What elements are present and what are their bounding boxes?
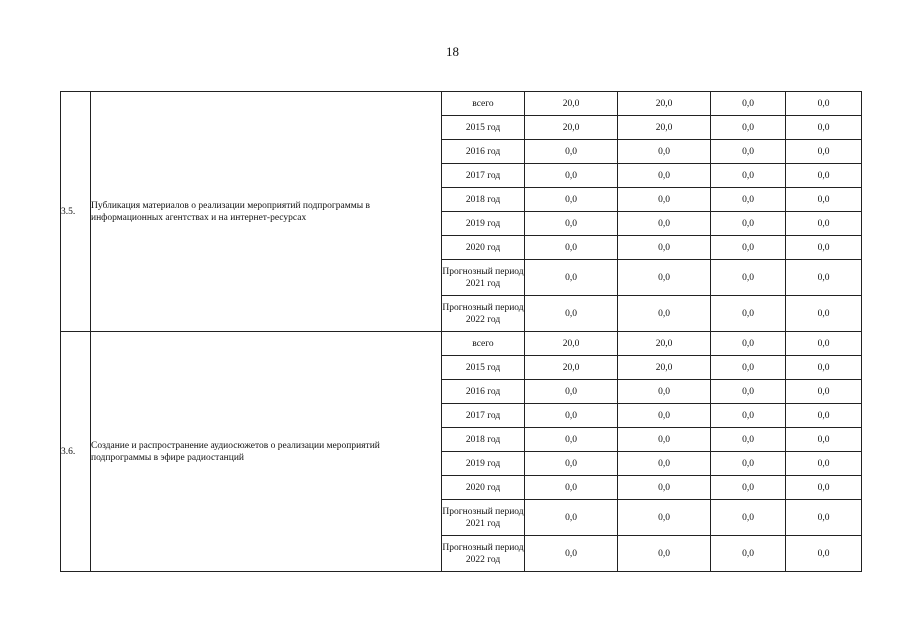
period-cell: 2019 год	[442, 452, 525, 476]
value-cell: 0,0	[711, 236, 786, 260]
value-cell: 0,0	[618, 476, 711, 500]
value-cell: 0,0	[711, 380, 786, 404]
value-cell: 0,0	[711, 92, 786, 116]
value-cell: 0,0	[525, 188, 618, 212]
value-cell: 0,0	[618, 140, 711, 164]
value-cell: 0,0	[711, 296, 786, 332]
value-cell: 0,0	[711, 332, 786, 356]
value-cell: 0,0	[786, 428, 862, 452]
value-cell: 0,0	[618, 164, 711, 188]
period-cell: 2015 год	[442, 116, 525, 140]
period-cell: 2018 год	[442, 188, 525, 212]
value-cell: 0,0	[711, 356, 786, 380]
value-cell: 0,0	[525, 236, 618, 260]
section-number: 3.5.	[61, 92, 91, 332]
value-cell: 0,0	[525, 380, 618, 404]
period-cell: 2016 год	[442, 380, 525, 404]
value-cell: 0,0	[711, 536, 786, 572]
value-cell: 0,0	[786, 212, 862, 236]
period-cell: 2019 год	[442, 212, 525, 236]
value-cell: 0,0	[525, 428, 618, 452]
section-name: Создание и распространение аудиосюжетов о реализации мероприятий подпрограммы в эфире радиостанций	[91, 332, 442, 572]
value-cell: 0,0	[711, 500, 786, 536]
value-cell: 20,0	[618, 92, 711, 116]
value-cell: 0,0	[618, 212, 711, 236]
value-cell: 0,0	[618, 428, 711, 452]
budget-table	[60, 91, 862, 572]
value-cell: 0,0	[711, 164, 786, 188]
value-cell: 0,0	[786, 140, 862, 164]
value-cell: 0,0	[786, 452, 862, 476]
page-number: 18	[446, 44, 459, 59]
value-cell: 20,0	[525, 92, 618, 116]
value-cell: 0,0	[786, 236, 862, 260]
period-cell: 2017 год	[442, 164, 525, 188]
period-cell: 2020 год	[442, 476, 525, 500]
period-cell: 2017 год	[442, 404, 525, 428]
value-cell: 0,0	[711, 260, 786, 296]
value-cell: 0,0	[618, 236, 711, 260]
value-cell: 0,0	[711, 404, 786, 428]
value-cell: 0,0	[786, 296, 862, 332]
section-number: 3.6.	[61, 332, 91, 572]
table-row	[61, 92, 862, 116]
value-cell: 0,0	[525, 260, 618, 296]
value-cell: 0,0	[618, 404, 711, 428]
value-cell: 0,0	[711, 140, 786, 164]
period-cell: 2018 год	[442, 428, 525, 452]
value-cell: 0,0	[711, 188, 786, 212]
value-cell: 0,0	[711, 428, 786, 452]
table-row	[61, 332, 862, 356]
period-cell: Прогнозный период 2022 год	[442, 296, 525, 332]
value-cell: 0,0	[786, 260, 862, 296]
value-cell: 0,0	[525, 164, 618, 188]
period-cell: Прогнозный период 2021 год	[442, 500, 525, 536]
value-cell: 0,0	[618, 536, 711, 572]
value-cell: 20,0	[618, 356, 711, 380]
period-cell: Прогнозный период 2021 год	[442, 260, 525, 296]
value-cell: 0,0	[786, 356, 862, 380]
value-cell: 0,0	[786, 536, 862, 572]
value-cell: 0,0	[786, 188, 862, 212]
value-cell: 0,0	[786, 332, 862, 356]
value-cell: 0,0	[786, 116, 862, 140]
value-cell: 0,0	[711, 116, 786, 140]
value-cell: 20,0	[618, 332, 711, 356]
value-cell: 20,0	[525, 356, 618, 380]
period-cell: всего	[442, 92, 525, 116]
value-cell: 0,0	[711, 476, 786, 500]
table-body	[61, 92, 862, 572]
value-cell: 0,0	[525, 452, 618, 476]
period-cell: всего	[442, 332, 525, 356]
value-cell: 0,0	[525, 500, 618, 536]
value-cell: 0,0	[525, 296, 618, 332]
value-cell: 0,0	[786, 92, 862, 116]
value-cell: 0,0	[618, 500, 711, 536]
value-cell: 0,0	[525, 476, 618, 500]
period-cell: 2015 год	[442, 356, 525, 380]
value-cell: 0,0	[786, 404, 862, 428]
section-name: Публикация материалов о реализации мероприятий подпрограммы в информационных агентствах и на интернет-ресурсах	[91, 92, 442, 332]
value-cell: 0,0	[618, 452, 711, 476]
value-cell: 0,0	[525, 404, 618, 428]
value-cell: 0,0	[786, 476, 862, 500]
value-cell: 20,0	[525, 116, 618, 140]
value-cell: 0,0	[786, 500, 862, 536]
value-cell: 0,0	[525, 536, 618, 572]
value-cell: 0,0	[618, 296, 711, 332]
value-cell: 0,0	[711, 212, 786, 236]
value-cell: 0,0	[618, 260, 711, 296]
value-cell: 0,0	[786, 380, 862, 404]
value-cell: 0,0	[618, 188, 711, 212]
value-cell: 0,0	[786, 164, 862, 188]
value-cell: 0,0	[525, 212, 618, 236]
value-cell: 0,0	[618, 380, 711, 404]
period-cell: 2020 год	[442, 236, 525, 260]
value-cell: 20,0	[525, 332, 618, 356]
value-cell: 0,0	[525, 140, 618, 164]
period-cell: Прогнозный период 2022 год	[442, 536, 525, 572]
value-cell: 0,0	[711, 452, 786, 476]
value-cell: 20,0	[618, 116, 711, 140]
period-cell: 2016 год	[442, 140, 525, 164]
